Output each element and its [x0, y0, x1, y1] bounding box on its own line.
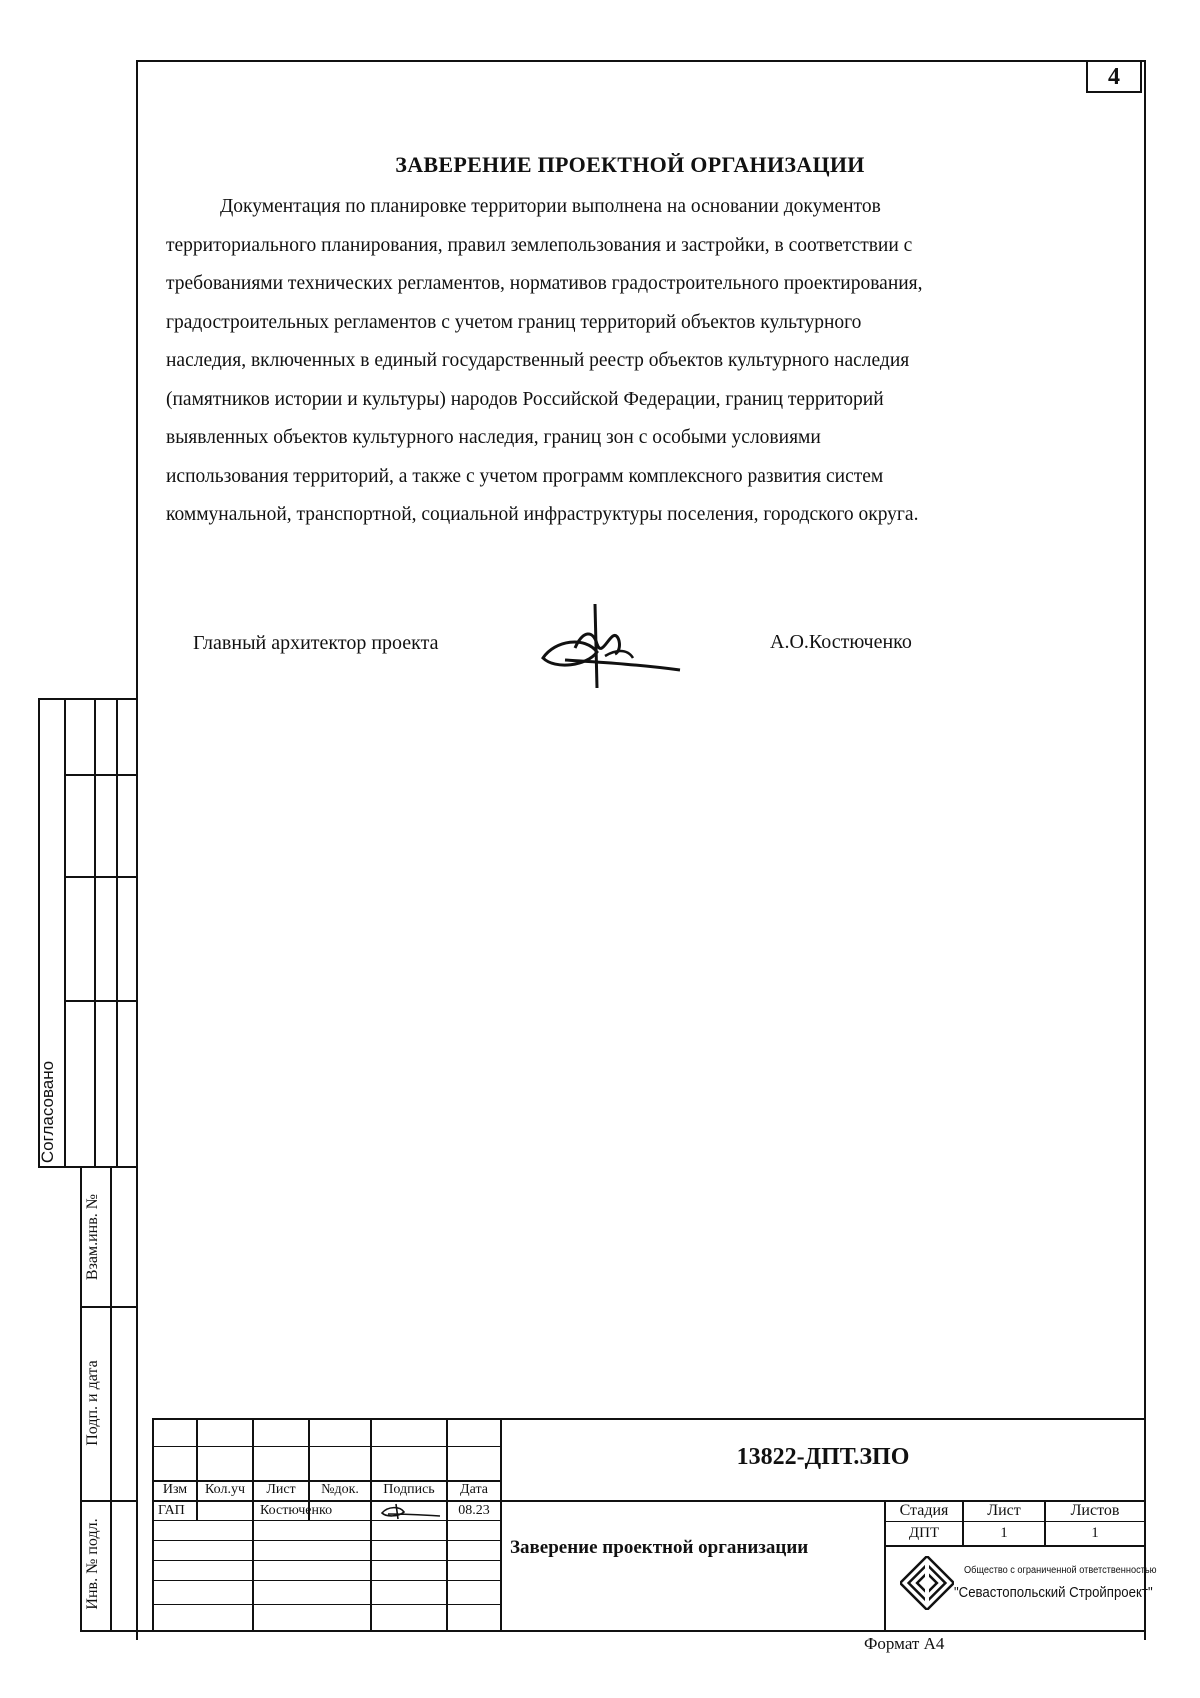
sign-date-label: Подп. и дата [84, 1360, 101, 1446]
header-date: Дата [460, 1482, 488, 1497]
company-name: "Севастопольский Стройпроект" [954, 1584, 1153, 1601]
body-line: (памятников истории и культуры) народов Российской Федерации, границ территорий [166, 388, 884, 410]
header-doc-number: №док. [321, 1482, 359, 1497]
body-line: Документация по планировке территории выполнена на основании документов [220, 196, 881, 217]
body-line: коммунальной, транспортной, социальной инфраструктуры поселения, городского округа. [166, 504, 919, 525]
date-cell: 08.23 [458, 1503, 490, 1518]
replacement-inventory-label: Взам.инв. № [84, 1193, 101, 1281]
body-line: территориального планирования, правил землепользования и застройки, в соответствии с [166, 234, 913, 256]
body-line: использования территорий, а также с учетом программ комплексного развития систем [166, 465, 884, 487]
format-label: Формат А4 [864, 1634, 945, 1653]
surname-cell: Костюченко [260, 1503, 333, 1518]
body-line: градостроительных регламентов с учетом границ территорий объектов культурного [166, 311, 862, 333]
approval-label: Согласовано [38, 1060, 57, 1164]
sheets-label: Листов [1070, 1502, 1120, 1519]
stage-label: Стадия [899, 1502, 949, 1519]
certification-text [166, 188, 1086, 535]
signatory-name: А.О.Костюченко [770, 631, 912, 653]
body-line: выявленных объектов культурного наследия, границ зон с особыми условиями [166, 427, 821, 448]
stage-value: ДПТ [908, 1525, 940, 1541]
company-type: Общество с ограниченной ответственностью [964, 1565, 1157, 1576]
role-cell: ГАП [158, 1503, 185, 1518]
original-inventory-label: Инв. № подл. [84, 1518, 101, 1610]
body-line: требованиями технических регламентов, нормативов градостроительного проектирования, [166, 273, 923, 294]
document-code: 13822-ДПТ.ЗПО [736, 1444, 910, 1470]
signature-image [535, 600, 685, 692]
stamp-signature-image [378, 1502, 442, 1520]
sheets-value: 1 [1091, 1525, 1099, 1541]
company-logo-icon [900, 1556, 954, 1610]
sheet-value: 1 [1000, 1525, 1008, 1541]
header-sheet: Лист [266, 1482, 296, 1497]
page-number: 4 [1086, 60, 1142, 93]
header-count: Кол.уч [205, 1482, 245, 1497]
header-signature: Подпись [383, 1482, 435, 1497]
sheet-label: Лист [987, 1502, 1021, 1519]
document-name: Заверение проектной организации [510, 1537, 809, 1558]
body-line: наследия, включенных в единый государственный реестр объектов культурного наследия [166, 350, 910, 371]
document-heading: ЗАВЕРЕНИЕ ПРОЕКТНОЙ ОРГАНИЗАЦИИ [395, 152, 865, 177]
header-change: Изм [162, 1482, 188, 1497]
signatory-position: Главный архитектор проекта [193, 632, 439, 654]
